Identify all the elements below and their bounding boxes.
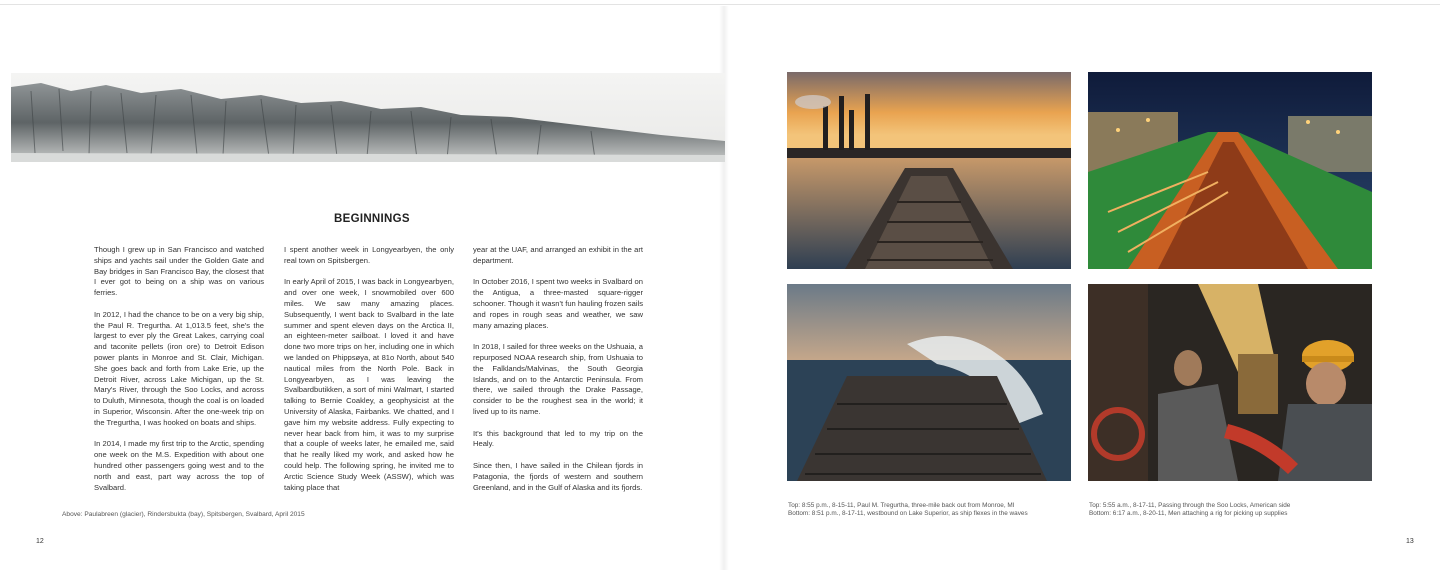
text-column-3 <box>473 245 643 504</box>
text-column-1 <box>94 245 264 504</box>
page-number-left: 12 <box>36 538 44 545</box>
paragraph: Though I grew up in San Francisco and watched ships and yachts sail under the Golden Gate and Bay bridges in San Francisco Bay, the closest that I ever got to being on a ship was on various ferries. <box>94 245 264 298</box>
glacier-panorama-image <box>11 73 725 162</box>
page-top-rule <box>0 4 1440 5</box>
caption-line: Top: 8:55 p.m., 8-15-11, Paul M. Tregurtha, three-mile back out from Monroe, MI <box>788 502 1015 509</box>
page-number-right: 13 <box>1406 538 1414 545</box>
caption-line: Bottom: 6:17 a.m., 8-20-11, Men attaching a rig for picking up supplies <box>1089 510 1288 518</box>
photo-caption-left <box>788 502 1028 519</box>
text-column-2 <box>284 245 454 504</box>
paragraph: Since then, I have sailed in the Chilean fjords in Patagonia, the fjords of western and southern Greenland, and in the Gulf of Alaska and its fjords. <box>473 460 643 492</box>
paragraph: In 2014, I made my first trip to the Arctic, spending one week on the M.S. Expedition with about one hundred other passengers going west and to the north and east, part way across the top of Svalbard. <box>94 439 264 492</box>
photo-night-locks <box>1088 72 1372 269</box>
photo-caption-right <box>1089 502 1290 519</box>
paragraph: I spent another week in Longyearbyen, the only real town on Spitsbergen. <box>284 245 454 265</box>
paragraph: In 2012, I had the chance to be on a very big ship, the Paul R. Tregurtha. At 1,013.5 feet, she's the largest to ever ply the Great Lakes, carrying coal and taconite pellets (iron ore) to Detroit Edison power plants in Monroe and St. Clair, Michigan. She goes back and forth from Lake Erie, up the Detroit River, across Lake Michigan, up the St. Mary's River, through the Soo Locks, and across to Duluth, Minnesota, though the coal is on loaded in Superior, Wisconsin. After the one-week trip on the Tregurtha, I was hooked on boats and ships. <box>94 309 264 427</box>
paragraph: It's this background that led to my trip on the Healy. <box>473 428 643 449</box>
caption-line: Bottom: 8:51 p.m., 8-17-11, westbound on Lake Superior, as ship flexes in the waves <box>788 510 1028 518</box>
photo-sunset-ship-deck <box>787 72 1071 269</box>
section-heading: BEGINNINGS <box>334 213 410 225</box>
paragraph: year at the UAF, and arranged an exhibit in the art department. <box>473 245 643 265</box>
photo-men-attaching-rig <box>1088 284 1372 481</box>
photo-waves-on-deck <box>787 284 1071 481</box>
paragraph: In early April of 2015, I was back in Longyearbyen, and over one week, I snowmobiled over 600 miles. We saw many amazing places. Subsequently, I went back to Svalbard in the late summer and spent eleven days on the Arctica II, an eighteen-meter sailboat. I loved it and have done two more trips on her, including one in which we landed on Phippsøya, at 81o North, about 540 nautical miles from the North Pole. Back in Longyearbyen, as I was leaving the Svalbardbutikken, a sort of mini Walmart, I started talking to Bernie Coakley, a geophysicist at the University of Alaska, Fairbanks. We chatted, and I gave him my website address. Fully expecting to never hear back from him, it was to my surprise that a couple of weeks later, he emailed me, said that he really liked my work, and asked how he could help. The following spring, he invited me to Arctic Science Study Week (ASSW), which was taking place that <box>284 277 454 492</box>
paragraph: In October 2016, I spent two weeks in Svalbard on the Antigua, a three-masted square-rigger schooner. Though it wasn't fun hauling frozen sails and ropes in rough seas and weather, we saw many amazing places. <box>473 277 643 330</box>
glacier-caption: Above: Paulabreen (glacier), Rindersbukta (bay), Spitsbergen, Svalbard, April 2015 <box>62 511 305 518</box>
paragraph: In 2018, I sailed for three weeks on the Ushuaia, a repurposed NOAA research ship, from Ushuaia to the Falklands/Malvinas, the South Georgia Islands, and on to the Antarctic Peninsula. From there, we sailed through the Drake Passage, consider to be the roughest sea in the world; it lived up to its name. <box>473 342 643 416</box>
caption-line: Top: 5:55 a.m., 8-17-11, Passing through the Soo Locks, American side <box>1089 502 1291 509</box>
